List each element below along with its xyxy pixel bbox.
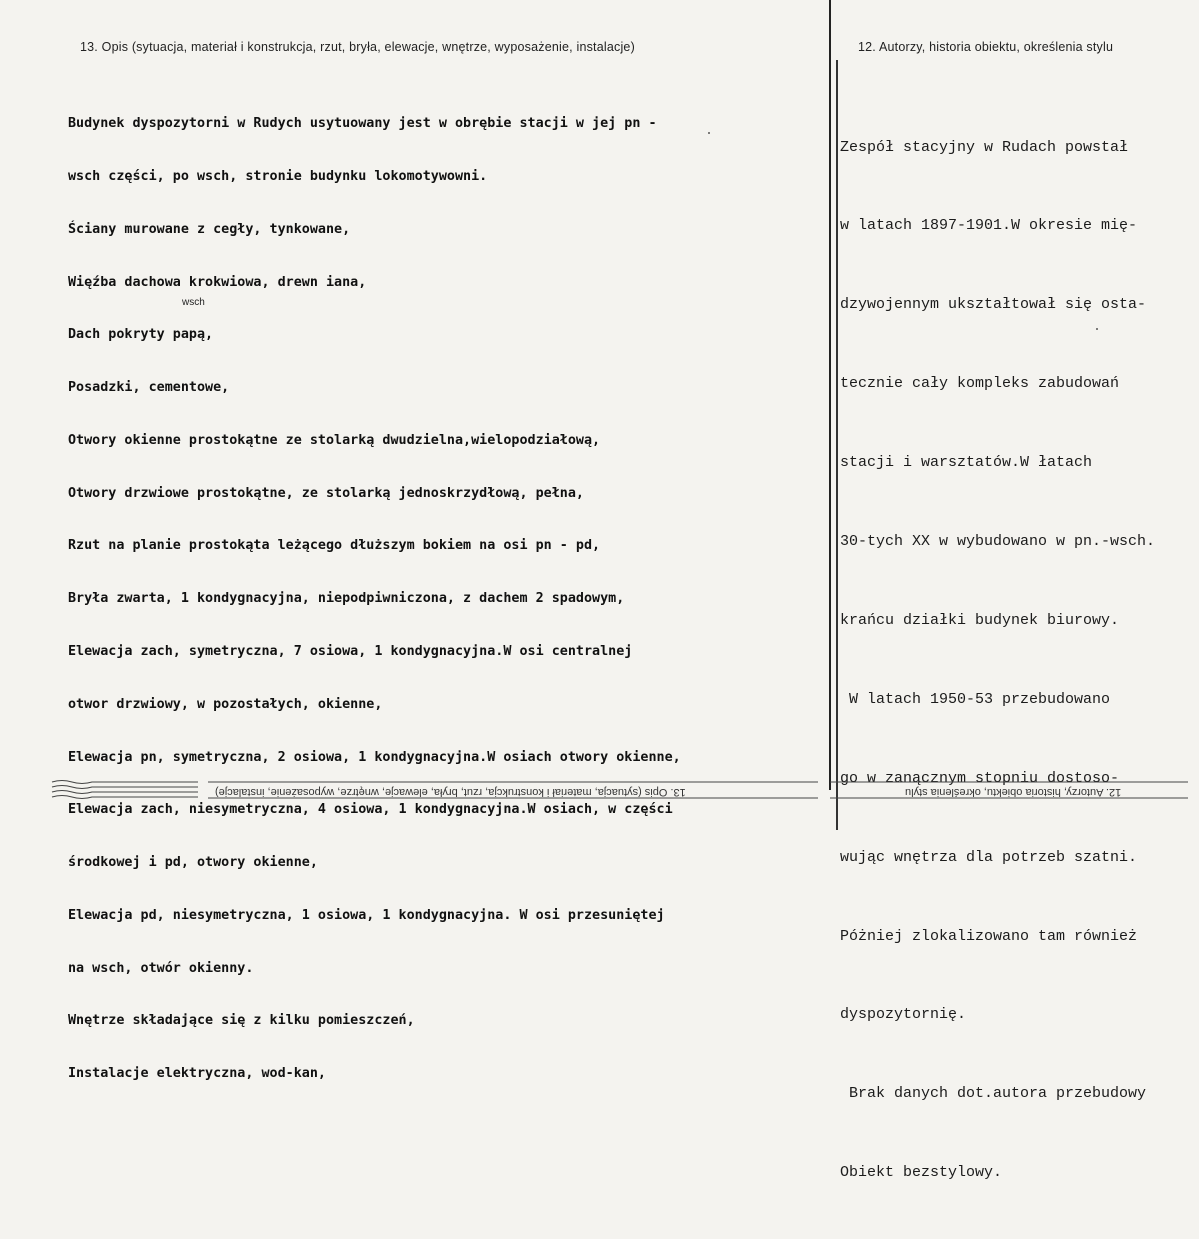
history-line: w latach 1897-1901.W okresie mię- [840,217,1138,235]
history-line: dzywojennym ukształtował się osta- [840,296,1147,314]
handwritten-annotation: wsch [182,297,205,308]
desc-line: otwor drzwiowy, w pozostałych, okienne, [68,696,383,712]
desc-line: Elewacja zach, niesymetryczna, 4 osiowa, 1 kondygnacyjna.W osiach, w części [68,802,673,818]
desc-line: Rzut na planie prostokąta leżącego dłuższym bokiem na osi pn - pd, [68,538,601,554]
footer-section-13-mirrored: 13. Opis (sytuacja, materiał i konstrukcja, rzut, bryła, elewacje, wnętrze, wyposażenie, instalacje) [215,786,686,798]
history-line: 30-tych XX w wybudowano w pn.-wsch. [840,533,1156,551]
desc-line: Budynek dyspozytorni w Rudych usytuowany jest w obrębie stacji w jej pn - [68,116,657,132]
section-12-header: 12. Autorzy, historia obiektu, określenia stylu [858,40,1114,54]
desc-line: Elewacja zach, symetryczna, 7 osiowa, 1 kondygnacyjna.W osi centralnej [68,644,633,659]
desc-line: wsch części, po wsch, stronie budynku lokomotywowni. [68,168,488,184]
desc-line: Instalacje elektryczna, wod-kan, [68,1066,326,1082]
history-line: Póżniej zlokalizowano tam również [840,927,1138,945]
history-line: Obiekt bezstylowy. [840,1164,1003,1182]
history-line: dyspozytornię. [840,1006,967,1024]
desc-line: Ściany murowane z cegły, tynkowane, [68,221,351,237]
description-text [68,80,838,1118]
history-line: Zespół stacyjny w Rudach powstał [840,138,1129,156]
desc-line: środkowej i pd, otwory okienne, [68,855,318,871]
desc-line: Elewacja pn, symetryczna, 2 osiowa, 1 kondygnacyjna.W osiach otwory okienne, [68,749,681,765]
desc-line: Elewacja pd, niesymetryczna, 1 osiowa, 1 kondygnacyjna. W osi przesuniętej [68,907,665,923]
footer-section-12-mirrored: 12. Autorzy, historia obiektu, określenia stylu [905,786,1122,798]
speck [708,132,710,134]
section-13-header: 13. Opis (sytuacja, materiał i konstrukcja, rzut, bryła, elewacje, wnętrze, wyposażenie, instalacje) [80,40,635,54]
desc-line: Otwory drzwiowe prostokątne, ze stolarką jednoskrzydłową, pełna, [68,485,584,501]
desc-line: Więźba dachowa krokwiowa, drewn iana, [68,274,367,290]
history-text [840,82,1195,1239]
desc-line: na wsch, otwór okienny. [68,960,254,976]
desc-line: Otwory okienne prostokątne ze stolarką dwudzielna,wielopodziałową, [68,432,601,448]
history-line: Brak danych dot.autora przebudowy [840,1085,1147,1103]
history-line: W latach 1950-53 przebudowano [840,690,1111,708]
desc-line: Dach pokryty papą, [68,327,214,343]
history-line: go w zanącznym stopniu dostoso- [840,769,1120,787]
history-line: wując wnętrza dla potrzeb szatni. [840,848,1138,866]
desc-line: Posadzki, cementowe, [68,380,230,396]
speck [1096,328,1098,330]
desc-line: Wnętrze składające się z kilku pomieszczeń, [68,1013,415,1029]
history-line: tecznie cały kompleks zabudowań [840,375,1120,393]
history-line: krańcu działki budynek biurowy. [840,611,1120,629]
history-line: stacji i warsztatów.W łatach [840,454,1093,472]
desc-line: Bryła zwarta, 1 kondygnacyjna, niepodpiwniczona, z dachem 2 spadowym, [68,591,625,607]
